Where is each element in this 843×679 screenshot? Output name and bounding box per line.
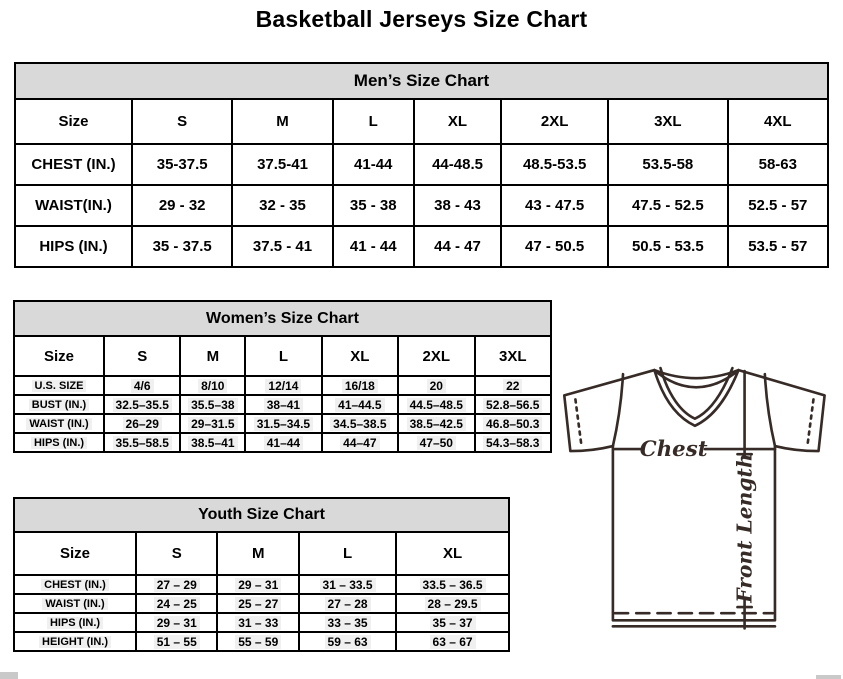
size-value-cell	[232, 185, 332, 226]
column-header: L	[299, 532, 396, 575]
size-value: 35 - 37.5	[152, 238, 212, 255]
size-value: 35-37.5	[156, 156, 208, 173]
size-value: 33.5 – 36.5	[420, 578, 486, 592]
size-value-cell	[398, 395, 474, 414]
row-label	[14, 594, 136, 613]
size-value-cell	[414, 226, 502, 267]
size-value: 35 – 37	[430, 616, 476, 630]
size-value-cell	[232, 144, 332, 185]
size-value: 44–47	[340, 436, 379, 450]
size-value: 29 - 32	[158, 197, 206, 214]
row-label-text: HIPS (IN.)	[39, 238, 108, 255]
size-value: 37.5-41	[257, 156, 308, 173]
size-value: 41–44.5	[335, 398, 384, 412]
row-label-text: HEIGHT (IN.)	[39, 636, 111, 648]
size-value: 38.5–42.5	[407, 417, 466, 431]
size-value: 47 - 50.5	[525, 238, 585, 255]
row-label	[14, 613, 136, 632]
table-row	[15, 185, 828, 226]
row-label-text: U.S. SIZE	[32, 380, 87, 392]
front-length-label: Front Length	[732, 453, 757, 603]
column-header: S	[104, 336, 180, 376]
size-value: 4/6	[131, 379, 154, 393]
table-title: Women’s Size Chart	[14, 301, 551, 336]
row-label	[14, 433, 104, 452]
column-header: M	[232, 99, 332, 144]
size-value: 51 – 55	[154, 635, 200, 649]
row-label-text: HIPS (IN.)	[47, 617, 103, 629]
size-value-cell	[396, 594, 509, 613]
table-row	[14, 433, 551, 452]
size-value-cell	[475, 395, 552, 414]
column-header: M	[217, 532, 298, 575]
size-value-cell	[180, 395, 245, 414]
size-value-cell	[136, 613, 217, 632]
column-header: S	[136, 532, 217, 575]
size-value-cell	[728, 144, 828, 185]
table-row	[14, 594, 509, 613]
size-value-cell	[501, 144, 608, 185]
table-title: Youth Size Chart	[14, 498, 509, 532]
scrollbar-fragment-left[interactable]	[0, 672, 18, 679]
scrollbar-fragment-right[interactable]	[816, 675, 841, 679]
size-value-cell	[608, 185, 728, 226]
size-value: 34.5–38.5	[330, 417, 389, 431]
row-label	[14, 414, 104, 433]
size-column-header: Size	[14, 336, 104, 376]
size-value-cell	[132, 144, 232, 185]
row-label	[15, 185, 132, 226]
size-value: 35.5–38	[188, 398, 237, 412]
size-value: 55 – 59	[235, 635, 281, 649]
size-value-cell	[322, 376, 398, 395]
size-value: 38 - 43	[434, 197, 481, 214]
size-value: 63 – 67	[430, 635, 476, 649]
size-value: 31.5–34.5	[254, 417, 313, 431]
size-value: 52.5 - 57	[748, 197, 808, 214]
size-value: 47.5 - 52.5	[631, 197, 704, 214]
column-header: XL	[396, 532, 509, 575]
size-value-cell	[414, 185, 502, 226]
size-value: 27 – 28	[325, 597, 371, 611]
size-value-cell	[245, 376, 321, 395]
jersey-measurement-diagram	[556, 364, 843, 678]
size-value-cell	[728, 185, 828, 226]
size-value-cell	[136, 594, 217, 613]
size-value-cell	[333, 144, 414, 185]
column-header: S	[132, 99, 232, 144]
size-value-cell	[322, 433, 398, 452]
youth-size-chart-table	[13, 497, 510, 652]
column-header: 2XL	[398, 336, 474, 376]
size-value: 47–50	[417, 436, 456, 450]
size-value: 46.8–50.3	[483, 417, 542, 431]
size-value-cell	[608, 226, 728, 267]
size-value: 29–31.5	[188, 417, 237, 431]
size-value-cell	[104, 414, 180, 433]
size-value-cell	[136, 632, 217, 651]
size-value-cell	[180, 414, 245, 433]
size-value-cell	[180, 376, 245, 395]
size-value: 53.5 - 57	[748, 238, 808, 255]
table-row	[14, 613, 509, 632]
row-label	[15, 226, 132, 267]
size-value: 41-44	[354, 156, 393, 173]
size-value-cell	[475, 414, 552, 433]
page-title: Basketball Jerseys Size Chart	[255, 6, 588, 32]
table-row	[15, 144, 828, 185]
womens-size-chart-table	[13, 300, 552, 453]
size-value: 52.8–56.5	[483, 398, 542, 412]
size-value-cell	[475, 433, 552, 452]
size-value-cell	[398, 433, 474, 452]
size-value: 20	[427, 379, 446, 393]
jersey-body-outline	[564, 370, 824, 620]
size-value: 43 - 47.5	[525, 197, 585, 214]
jersey-outline-drawing	[556, 364, 843, 678]
size-value: 27 – 29	[154, 578, 200, 592]
row-label	[14, 632, 136, 651]
size-value: 37.5 - 41	[252, 238, 313, 255]
size-value: 35.5–58.5	[113, 436, 172, 450]
size-value: 26–29	[123, 417, 162, 431]
table-row	[15, 226, 828, 267]
row-label-text: HIPS (IN.)	[31, 437, 87, 449]
size-value-cell	[333, 185, 414, 226]
chest-label: Chest	[639, 437, 708, 463]
size-value-cell	[299, 594, 396, 613]
size-value-cell	[322, 414, 398, 433]
size-value: 16/18	[342, 379, 378, 393]
size-value: 41 - 44	[349, 238, 397, 255]
size-value: 32 - 35	[259, 197, 306, 214]
size-value-cell	[396, 613, 509, 632]
size-value: 54.3–58.3	[483, 436, 542, 450]
size-value: 22	[503, 379, 522, 393]
size-value-cell	[136, 575, 217, 594]
size-value-cell	[501, 226, 608, 267]
size-value-cell	[104, 395, 180, 414]
size-value-cell	[398, 376, 474, 395]
row-label-text: CHEST (IN.)	[41, 579, 109, 591]
size-value-cell	[322, 395, 398, 414]
table-row	[14, 414, 551, 433]
size-value: 8/10	[198, 379, 227, 393]
size-value: 25 – 27	[235, 597, 281, 611]
size-value: 33 – 35	[325, 616, 371, 630]
size-value: 50.5 - 53.5	[631, 238, 704, 255]
size-value: 44 - 47	[434, 238, 481, 255]
table-row	[14, 376, 551, 395]
size-value: 32.5–35.5	[113, 398, 172, 412]
size-value-cell	[333, 226, 414, 267]
row-label	[15, 144, 132, 185]
size-value-cell	[217, 632, 298, 651]
size-value-cell	[396, 575, 509, 594]
size-value-cell	[232, 226, 332, 267]
size-value-cell	[299, 632, 396, 651]
size-value: 53.5-58	[642, 156, 694, 173]
size-value-cell	[245, 395, 321, 414]
row-label	[14, 575, 136, 594]
size-value-cell	[132, 185, 232, 226]
mens-size-chart-table	[14, 62, 829, 268]
size-value: 12/14	[265, 379, 301, 393]
size-value: 38–41	[264, 398, 303, 412]
size-value-cell	[501, 185, 608, 226]
size-column-header: Size	[14, 532, 136, 575]
column-header: 4XL	[728, 99, 828, 144]
size-value-cell	[217, 613, 298, 632]
size-value-cell	[414, 144, 502, 185]
column-header: L	[333, 99, 414, 144]
size-value: 29 – 31	[235, 578, 281, 592]
row-label-text: WAIST (IN.)	[26, 418, 91, 430]
size-value: 41–44	[264, 436, 303, 450]
column-header: XL	[322, 336, 398, 376]
size-value-cell	[475, 376, 552, 395]
size-value-cell	[728, 226, 828, 267]
table-row	[14, 632, 509, 651]
size-value-cell	[217, 575, 298, 594]
size-value: 31 – 33	[235, 616, 281, 630]
row-label-text: WAIST (IN.)	[42, 598, 107, 610]
row-label-text: BUST (IN.)	[29, 399, 89, 411]
size-value: 31 – 33.5	[320, 578, 376, 592]
row-label-text: WAIST(IN.)	[35, 197, 112, 214]
row-label	[14, 395, 104, 414]
size-value-cell	[245, 433, 321, 452]
row-label-text: CHEST (IN.)	[31, 156, 116, 173]
size-value: 29 – 31	[154, 616, 200, 630]
size-value: 48.5-53.5	[522, 156, 587, 173]
column-header: M	[180, 336, 245, 376]
column-header: L	[245, 336, 321, 376]
table-row	[14, 395, 551, 414]
size-value-cell	[104, 433, 180, 452]
size-value-cell	[217, 594, 298, 613]
size-value-cell	[104, 376, 180, 395]
size-value-cell	[398, 414, 474, 433]
column-header: XL	[414, 99, 502, 144]
table-title: Men’s Size Chart	[15, 63, 828, 99]
size-value-cell	[132, 226, 232, 267]
size-value: 44-48.5	[432, 156, 483, 173]
size-value: 28 – 29.5	[425, 597, 481, 611]
size-value: 44.5–48.5	[407, 398, 466, 412]
size-value-cell	[299, 575, 396, 594]
size-value-cell	[245, 414, 321, 433]
column-header: 3XL	[475, 336, 552, 376]
size-value-cell	[180, 433, 245, 452]
size-value-cell	[608, 144, 728, 185]
size-value: 59 – 63	[325, 635, 371, 649]
size-value: 38.5–41	[188, 436, 237, 450]
column-header: 3XL	[608, 99, 728, 144]
table-row	[14, 575, 509, 594]
column-header: 2XL	[501, 99, 608, 144]
size-value: 58-63	[758, 156, 797, 173]
size-value: 24 – 25	[154, 597, 200, 611]
size-column-header: Size	[15, 99, 132, 144]
size-value: 35 - 38	[349, 197, 397, 214]
size-value-cell	[396, 632, 509, 651]
row-label	[14, 376, 104, 395]
size-value-cell	[299, 613, 396, 632]
